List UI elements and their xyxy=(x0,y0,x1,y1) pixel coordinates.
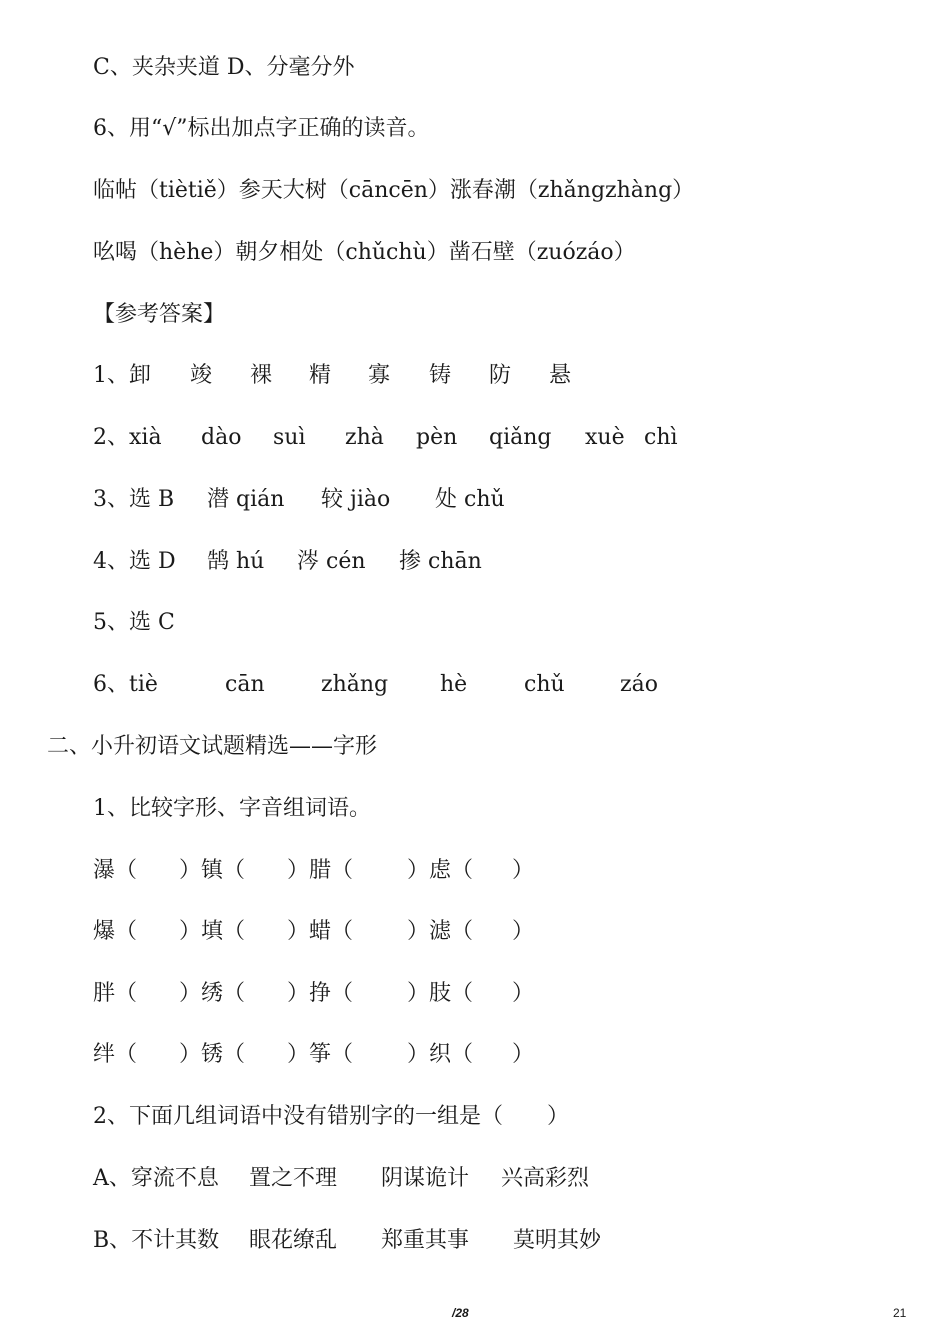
option-a-word: A、穿流不息 xyxy=(93,1166,219,1191)
answer-3-item: 3、选 B xyxy=(93,487,175,512)
glyph-cell: 爆（ xyxy=(93,919,138,944)
glyph-cell: ）腊（ xyxy=(287,858,354,883)
answer-2-item: zhà xyxy=(345,425,384,450)
glyph-cell: ）锈（ xyxy=(179,1042,246,1067)
glyph-cell: ） xyxy=(512,981,535,1006)
glyph-cell: ） xyxy=(512,919,535,944)
section-heading: 二、小升初语文试题精选——字形 xyxy=(47,734,378,759)
glyph-cell: ）肢（ xyxy=(407,981,474,1006)
answer-4-item: 掺 chān xyxy=(399,549,482,574)
answer-2-item: 2、xià xyxy=(93,425,162,450)
option-b-word: B、不计其数 xyxy=(93,1228,220,1253)
glyph-cell: ）虑（ xyxy=(407,858,474,883)
answer-6-item: záo xyxy=(620,672,658,697)
glyph-cell: ）填（ xyxy=(179,919,246,944)
answer-2-item: pèn xyxy=(416,425,458,450)
option-b-word: 莫明其妙 xyxy=(513,1228,602,1253)
answer-6-item: cān xyxy=(225,672,265,697)
answer-2-item: chì xyxy=(644,425,678,450)
option-a-word: 兴高彩烈 xyxy=(501,1166,590,1191)
answer-1-item: 寡 xyxy=(368,363,391,388)
glyph-cell: ）绣（ xyxy=(179,981,246,1006)
answer-4-item: 鹄 hú xyxy=(207,549,265,574)
answer-1-item: 竣 xyxy=(190,363,213,388)
answer-4-item: 4、选 D xyxy=(93,549,176,574)
glyph-cell: ） xyxy=(512,858,535,883)
option-a-word: 阴谋诡计 xyxy=(381,1166,470,1191)
option-b-word: 眼花缭乱 xyxy=(249,1228,338,1253)
answer-1-item: 精 xyxy=(309,363,332,388)
answer-heading: 【参考答案】 xyxy=(93,302,226,327)
question-6-row-2: 吆喝（hèhe）朝夕相处（chǔchù）凿石壁（zuózáo） xyxy=(93,240,636,265)
answer-2-item: xuè xyxy=(585,425,625,450)
answer-3-item: 处 chǔ xyxy=(435,487,505,512)
answer-2-item: dào xyxy=(201,425,242,450)
question-6-row-1: 临帖（tiètiě）参天大树（cāncēn）涨春潮（zhǎngzhàng） xyxy=(93,178,695,203)
glyph-question-2-prompt: 2、下面几组词语中没有错别字的一组是（ ） xyxy=(93,1104,569,1129)
option-c-line: C、夹杂夹道 D、分毫分外 xyxy=(93,55,355,80)
answer-6-item: chǔ xyxy=(524,672,565,697)
answer-6-item: hè xyxy=(440,672,468,697)
answer-1-item: 裸 xyxy=(250,363,273,388)
glyph-cell: 胖（ xyxy=(93,981,138,1006)
glyph-cell: 绊（ xyxy=(93,1042,138,1067)
answer-3-item: 较 jiào xyxy=(321,487,391,512)
answer-1-item: 铸 xyxy=(429,363,452,388)
answer-4-item: 涔 cén xyxy=(297,549,366,574)
glyph-cell: ）织（ xyxy=(407,1042,474,1067)
glyph-cell: 瀑（ xyxy=(93,858,138,883)
answer-3-item: 潜 qián xyxy=(207,487,285,512)
answer-2-item: qiǎng xyxy=(489,425,552,450)
glyph-cell: ）挣（ xyxy=(287,981,354,1006)
answer-6-item: 6、tiè xyxy=(93,672,158,697)
glyph-cell: ）蜡（ xyxy=(287,919,354,944)
question-6-prompt: 6、用“√”标出加点字正确的读音。 xyxy=(93,116,430,141)
answer-2-item: suì xyxy=(273,425,306,450)
page-number: 21 xyxy=(893,1306,907,1320)
option-b-word: 郑重其事 xyxy=(381,1228,470,1253)
glyph-question-1-prompt: 1、比较字形、字音组词语。 xyxy=(93,796,371,821)
answer-1-item: 1、卸 xyxy=(93,363,151,388)
glyph-cell: ）镇（ xyxy=(179,858,246,883)
footer-page-total: /28 xyxy=(452,1306,469,1320)
glyph-cell: ）筝（ xyxy=(287,1042,354,1067)
answer-5: 5、选 C xyxy=(93,610,175,635)
answer-1-item: 防 xyxy=(489,363,512,388)
answer-6-item: zhǎng xyxy=(321,672,389,697)
glyph-cell: ）滤（ xyxy=(407,919,474,944)
option-a-word: 置之不理 xyxy=(249,1166,338,1191)
glyph-cell: ） xyxy=(512,1042,535,1067)
answer-1-item: 悬 xyxy=(549,363,572,388)
